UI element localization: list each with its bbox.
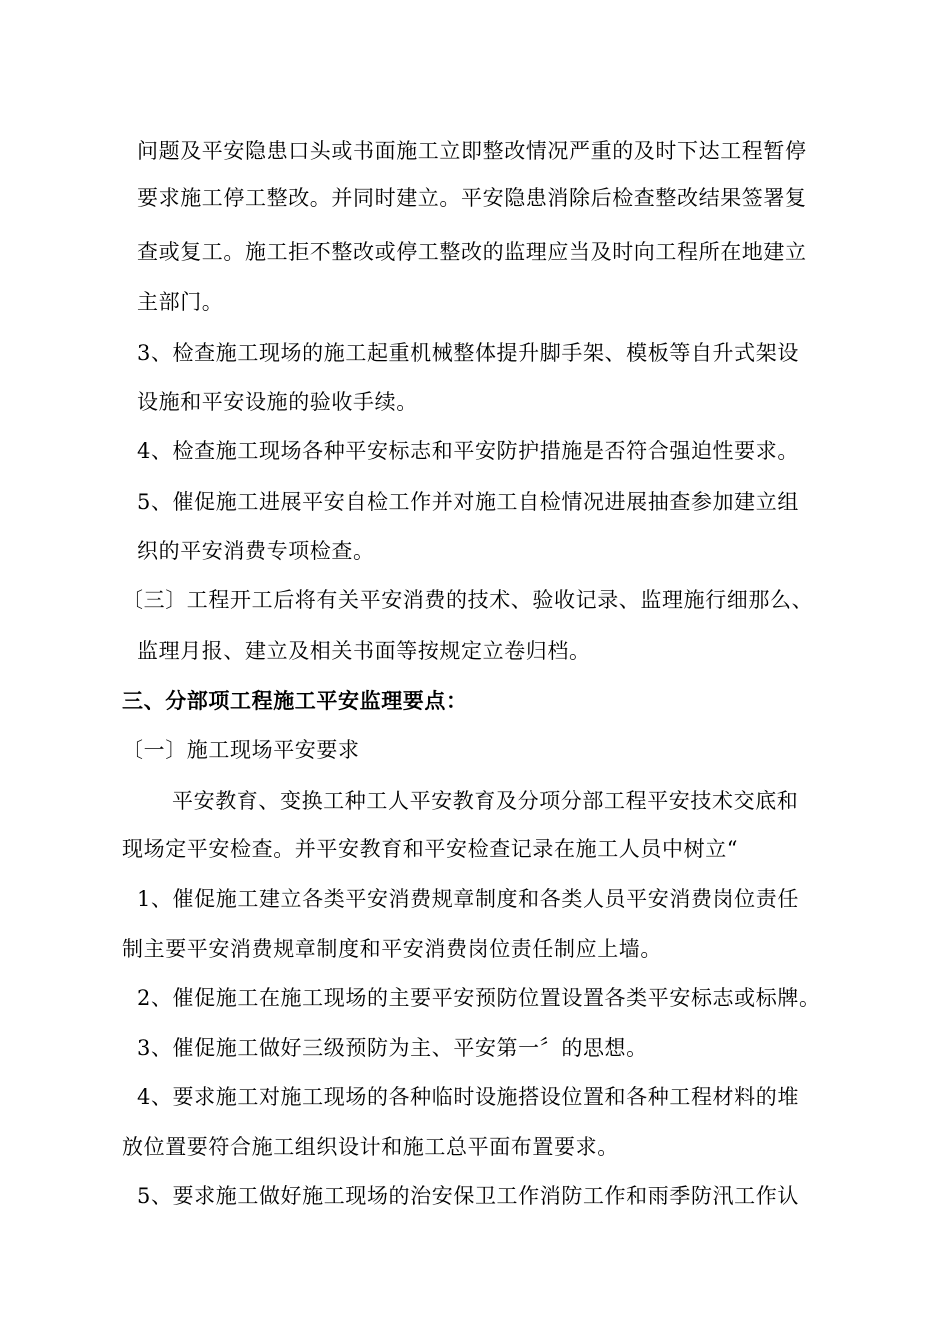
list-item-5: 5、催促施工进展平安自检工作并对施工自检情况进展抽查参加建立组	[137, 490, 799, 514]
requirement-item-2: 2、催促施工在施工现场的主要平安预防位置设置各类平安标志或标牌。	[137, 986, 821, 1010]
requirement-item-4: 4、要求施工对施工现场的各种临时设施搭设位置和各种工程材料的堆	[137, 1085, 799, 1109]
requirement-item-5: 5、要求施工做好施工现场的治安保卫工作消防工作和雨季防汛工作认	[137, 1184, 799, 1208]
requirement-item-3: 3、催促施工做好三级预防为主、平安第一〞的思想。	[137, 1036, 648, 1060]
subsection-heading: 〔一〕施工现场平安要求	[122, 738, 360, 762]
requirement-item-1: 1、催促施工建立各类平安消费规章制度和各类人员平安消费岗位责任	[137, 887, 799, 911]
section-heading: 三、分部项工程施工平安监理要点：	[122, 688, 468, 713]
paragraph-line-2: 要求施工停工整改。并同时建立。平安隐患消除后检查整改结果签署复	[137, 186, 807, 210]
list-item-3: 3、检查施工现场的施工起重机械整体提升脚手架、模板等自升式架设	[137, 341, 799, 365]
list-item-4: 4、检查施工现场各种平安标志和平安防护措施是否符合强迫性要求。	[137, 439, 799, 463]
list-item-5-continued: 织的平安消费专项检查。	[137, 539, 375, 563]
list-item-3-continued: 设施和平安设施的验收手续。	[137, 390, 418, 414]
paragraph-line-4: 主部门。	[137, 290, 224, 314]
paragraph-line-3: 查或复工。施工拒不整改或停工整改的监理应当及时向工程所在地建立	[137, 240, 807, 264]
section-item-three-continued: 监理月报、建立及相关书面等按规定立卷归档。	[137, 639, 591, 663]
requirement-item-4-continued: 放位置要符合施工组织设计和施工总平面布置要求。	[122, 1135, 619, 1159]
paragraph-line-1: 问题及平安隐患口头或书面施工立即整改情况严重的及时下达工程暂停	[137, 139, 807, 163]
requirement-item-1-continued: 制主要平安消费规章制度和平安消费岗位责任制应上墙。	[122, 937, 662, 961]
paragraph-indented-continued: 现场定平安检查。并平安教育和平安检查记录在施工人员中树立“	[122, 837, 739, 861]
section-item-three: 〔三〕工程开工后将有关平安消费的技术、验收记录、监理施行细那么、	[122, 588, 814, 612]
paragraph-indented: 平安教育、变换工种工人平安教育及分项分部工程平安技术交底和	[172, 789, 799, 813]
